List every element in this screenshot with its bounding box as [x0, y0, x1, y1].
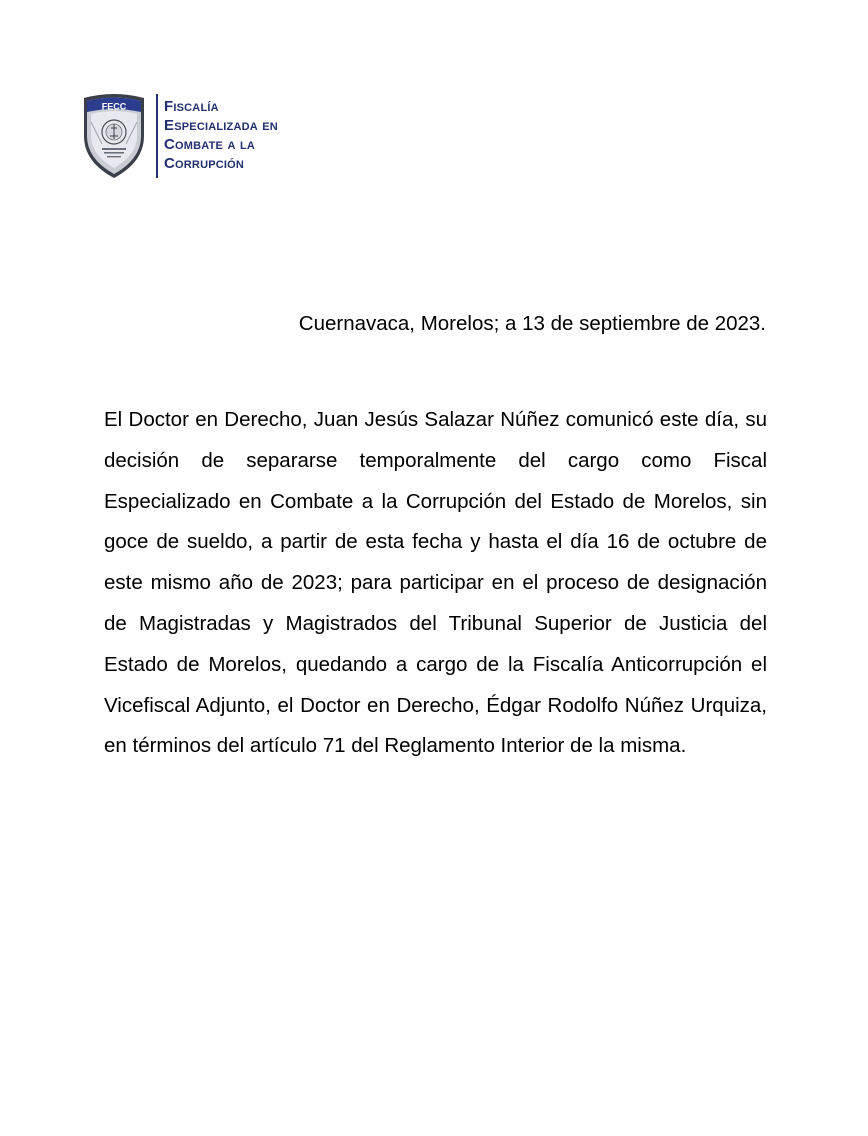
org-name-line: Combate a la: [164, 136, 256, 153]
letterhead: [80, 92, 278, 182]
org-name-line: Fiscalía: [164, 98, 219, 115]
organization-name: [164, 97, 278, 173]
letter-body: El Doctor en Derecho, Juan Jesús Salazar Núñez comunicó este día, su decisión de separarse temporalmente del cargo como Fiscal Especializado en Combate a la Corrupción del Estado de Morelos, sin goce de sueldo, a partir de esta fecha y hasta el día 16 de octubre de este mismo año de 2023; para participar en el proceso de designación de Magistradas y Magistrados del Tribunal Superior de Justicia del Estado de Morelos, quedando a cargo de la Fiscalía Anticorrupción el Vicefiscal Adjunto, el Doctor en Derecho, Édgar Rodolfo Núñez Urquiza, en términos del artículo 71 del Reglamento Interior de la misma.: [104, 408, 767, 758]
badge-acronym: FECC: [101, 101, 127, 112]
letterhead-divider: [156, 94, 158, 178]
org-name-line: Corrupción: [164, 155, 245, 172]
org-name-line: Especializada en: [164, 117, 278, 134]
date-line: Cuernavaca, Morelos; a 13 de septiembre de 2023.: [298, 312, 766, 335]
fecc-badge-logo: [80, 92, 148, 180]
